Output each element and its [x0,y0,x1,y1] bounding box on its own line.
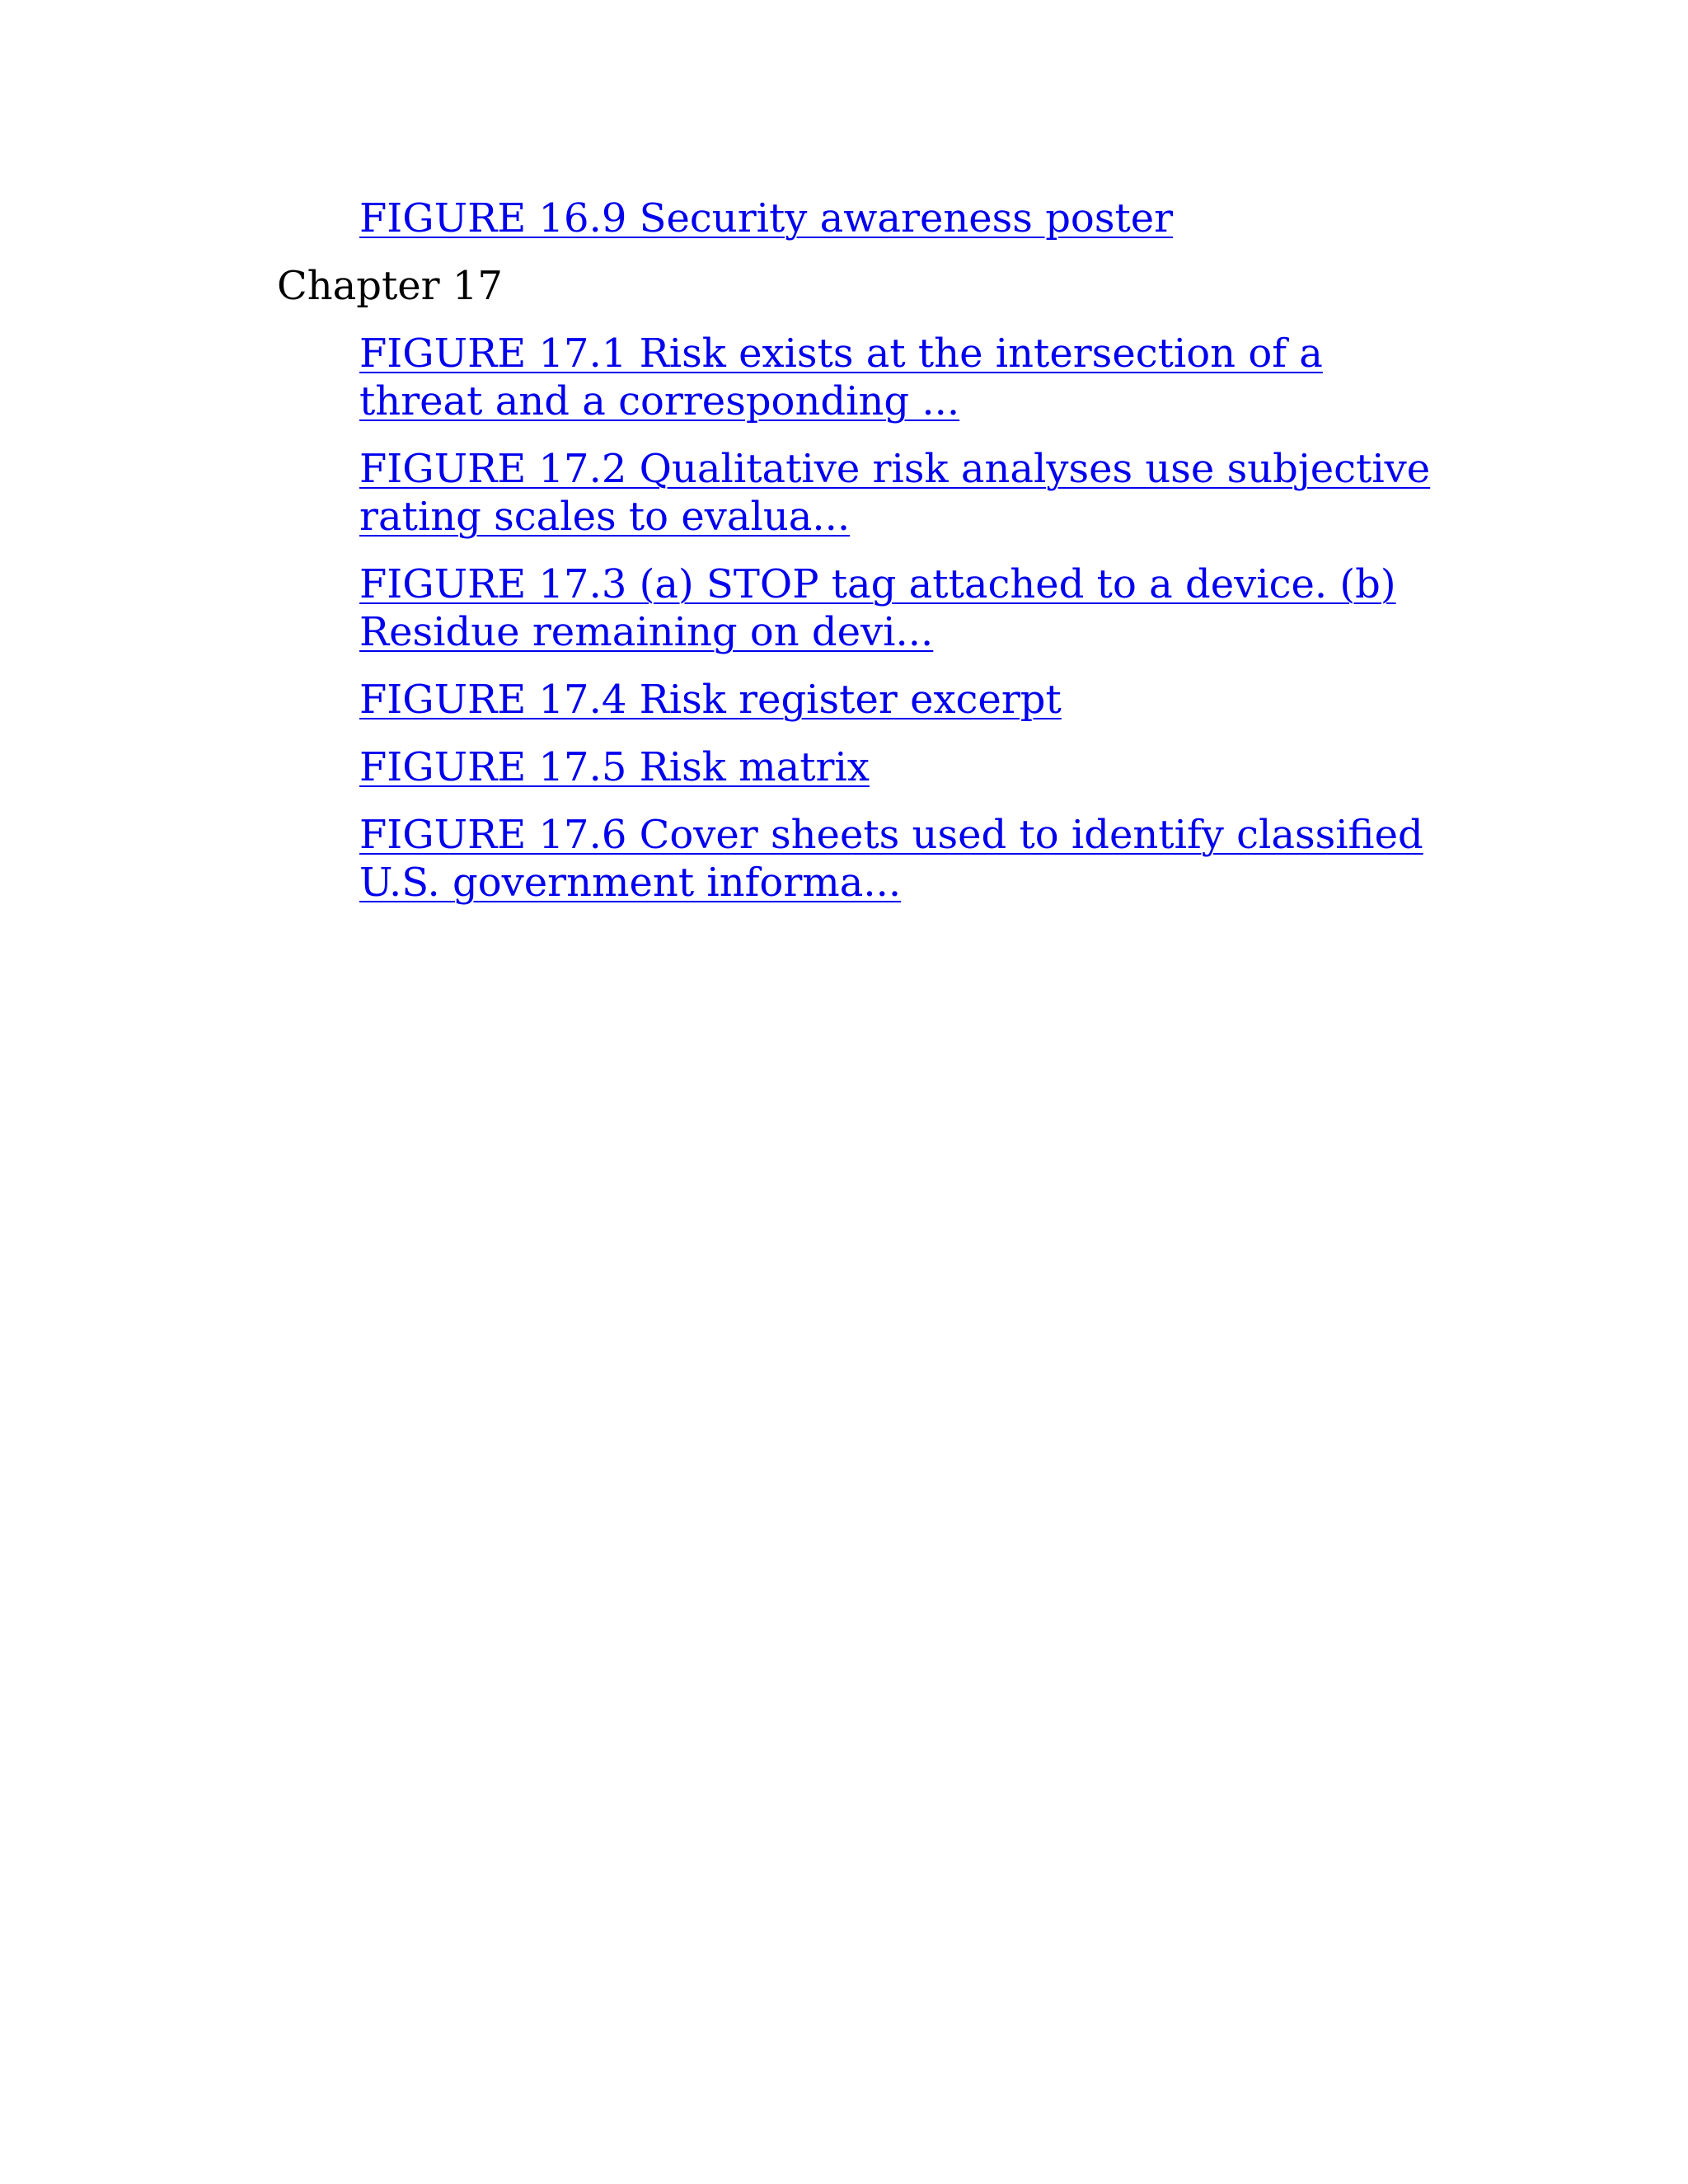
figure-list [277,194,1447,926]
figure-link-17-1[interactable]: FIGURE 17.1 Risk exists at the intersection of a threat and a corresponding ... [359,330,1323,424]
figure-link-16-9[interactable]: FIGURE 16.9 Security awareness poster [359,195,1174,241]
figure-link-17-6[interactable]: FIGURE 17.6 Cover sheets used to identify classified U.S. government informa... [359,812,1423,906]
figure-link-17-2[interactable]: FIGURE 17.2 Qualitative risk analyses use subjective rating scales to evalua... [359,446,1431,540]
figure-link-17-4[interactable]: FIGURE 17.4 Risk register excerpt [359,677,1062,723]
figure-link-17-3[interactable]: FIGURE 17.3 (a) STOP tag attached to a device. (b) Residue remaining on devi... [359,561,1396,655]
figure-link-17-5[interactable]: FIGURE 17.5 Risk matrix [359,744,870,790]
chapter-heading: Chapter 17 [277,263,503,309]
